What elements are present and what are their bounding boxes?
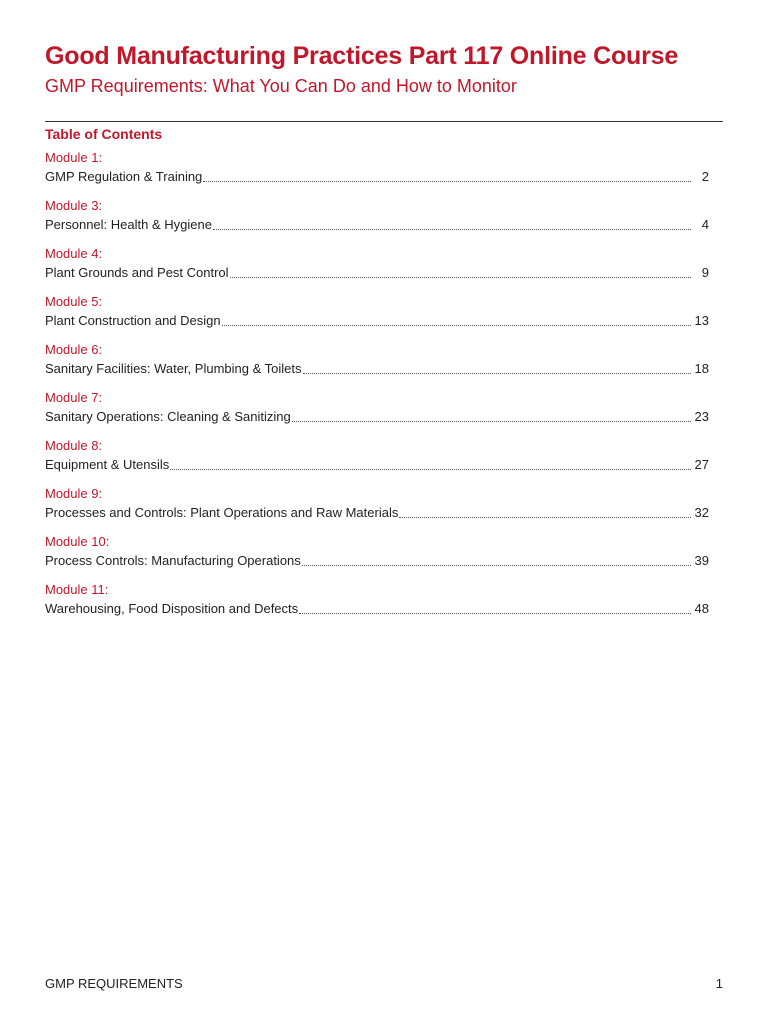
toc-heading: Table of Contents — [45, 126, 163, 142]
toc-entry-module-7[interactable] — [45, 390, 723, 438]
entry-title: Processes and Controls: Plant Operations and Raw Materials — [45, 505, 399, 520]
entry-title: Sanitary Operations: Cleaning & Sanitizing — [45, 409, 291, 424]
entry-page-number: 13 — [694, 313, 709, 328]
document-page — [45, 0, 723, 1024]
toc-entry-module-4[interactable] — [45, 246, 723, 294]
toc-entry-line — [45, 553, 709, 569]
toc-entry-line — [45, 361, 709, 377]
module-label: Module 4: — [45, 246, 103, 261]
entry-page-number: 27 — [694, 457, 709, 472]
toc-entry-module-8[interactable] — [45, 438, 723, 486]
module-label: Module 6: — [45, 342, 103, 357]
toc-entry-line — [45, 601, 709, 617]
entry-title: Equipment & Utensils — [45, 457, 170, 472]
entry-page-number: 2 — [701, 169, 709, 184]
module-label: Module 8: — [45, 438, 103, 453]
page-title: Good Manufacturing Practices Part 117 Online Course — [45, 42, 679, 70]
dot-leader — [170, 468, 691, 470]
toc-entry-line — [45, 313, 709, 329]
entry-title: Process Controls: Manufacturing Operations — [45, 553, 301, 568]
toc-entry-line — [45, 457, 709, 473]
dot-leader — [222, 324, 691, 326]
toc-entry-line — [45, 169, 709, 185]
toc-entry-module-3[interactable] — [45, 198, 723, 246]
entry-title: Plant Grounds and Pest Control — [45, 265, 229, 280]
entry-title: Warehousing, Food Disposition and Defects — [45, 601, 299, 616]
header-divider — [45, 121, 723, 122]
entry-page-number: 48 — [694, 601, 709, 616]
entry-title: Personnel: Health & Hygiene — [45, 217, 212, 232]
module-label: Module 1: — [45, 150, 103, 165]
dot-leader — [230, 276, 691, 278]
toc-entry-line — [45, 217, 709, 233]
module-label: Module 3: — [45, 198, 103, 213]
toc-entry-module-6[interactable] — [45, 342, 723, 390]
entry-page-number: 32 — [694, 505, 709, 520]
module-label: Module 10: — [45, 534, 110, 549]
entry-title: Plant Construction and Design — [45, 313, 221, 328]
entry-page-number: 18 — [694, 361, 709, 376]
dot-leader — [213, 228, 691, 230]
footer-page-number: 1 — [715, 976, 723, 991]
dot-leader — [203, 180, 691, 182]
module-label: Module 7: — [45, 390, 103, 405]
toc-entry-line — [45, 265, 709, 281]
toc-entry-module-1[interactable] — [45, 150, 723, 198]
entry-page-number: 9 — [701, 265, 709, 280]
module-label: Module 9: — [45, 486, 103, 501]
footer-label: GMP REQUIREMENTS — [45, 976, 183, 991]
dot-leader — [299, 612, 691, 614]
dot-leader — [302, 564, 691, 566]
toc-entry-module-11[interactable] — [45, 582, 723, 630]
entry-title: GMP Regulation & Training — [45, 169, 203, 184]
entry-page-number: 39 — [694, 553, 709, 568]
dot-leader — [292, 420, 691, 422]
page-subtitle: GMP Requirements: What You Can Do and How to Monitor — [45, 76, 517, 96]
entry-page-number: 23 — [694, 409, 709, 424]
entry-page-number: 4 — [701, 217, 709, 232]
dot-leader — [303, 372, 692, 374]
toc-entry-line — [45, 505, 709, 521]
entry-title: Sanitary Facilities: Water, Plumbing & Toilets — [45, 361, 302, 376]
toc-entry-module-5[interactable] — [45, 294, 723, 342]
table-of-contents — [45, 150, 723, 630]
toc-entry-module-10[interactable] — [45, 534, 723, 582]
dot-leader — [399, 516, 691, 518]
module-label: Module 11: — [45, 582, 109, 597]
toc-entry-line — [45, 409, 709, 425]
module-label: Module 5: — [45, 294, 103, 309]
toc-entry-module-9[interactable] — [45, 486, 723, 534]
